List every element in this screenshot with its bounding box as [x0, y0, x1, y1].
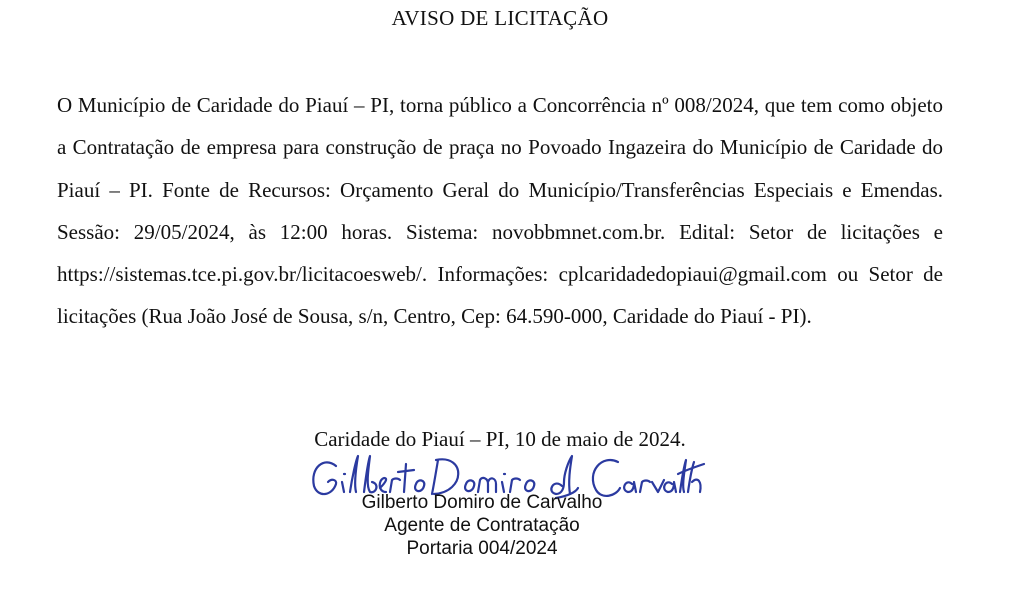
signatory-role: Agente de Contratação: [384, 515, 580, 536]
signatory-ordinance: Portaria 004/2024: [406, 538, 558, 556]
notice-title: AVISO DE LICITAÇÃO: [391, 6, 609, 30]
date-line: Caridade do Piauí – PI, 10 de maio de 2024.: [314, 427, 686, 451]
notice-body: O Município de Caridade do Piauí – PI, torna público a Concorrência nº 008/2024, que tem como objeto a Contratação de empresa para construção de praça no Povoado Ingazeira do Município de Caridade do Piauí – PI. Fonte de Recursos: Orçamento Geral do Município/Transferências Especiais e Emendas. Sessão: 29/05/2024, às 12:00 horas. Sistema: novobbmnet.com.br. Edital: Setor de licitações e https://sistemas.tce.pi.gov.br/licitacoesweb/. Informações: cplcaridadedopiaui@gmail.com ou Setor de licitações (Rua João José de Sousa, s/n, Centro, Cep: 64.590-000, Caridade do Piauí - PI).: [57, 93, 943, 329]
signatory-block: [322, 491, 642, 556]
signatory-name: Gilberto Domiro de Carvalho: [361, 492, 603, 513]
